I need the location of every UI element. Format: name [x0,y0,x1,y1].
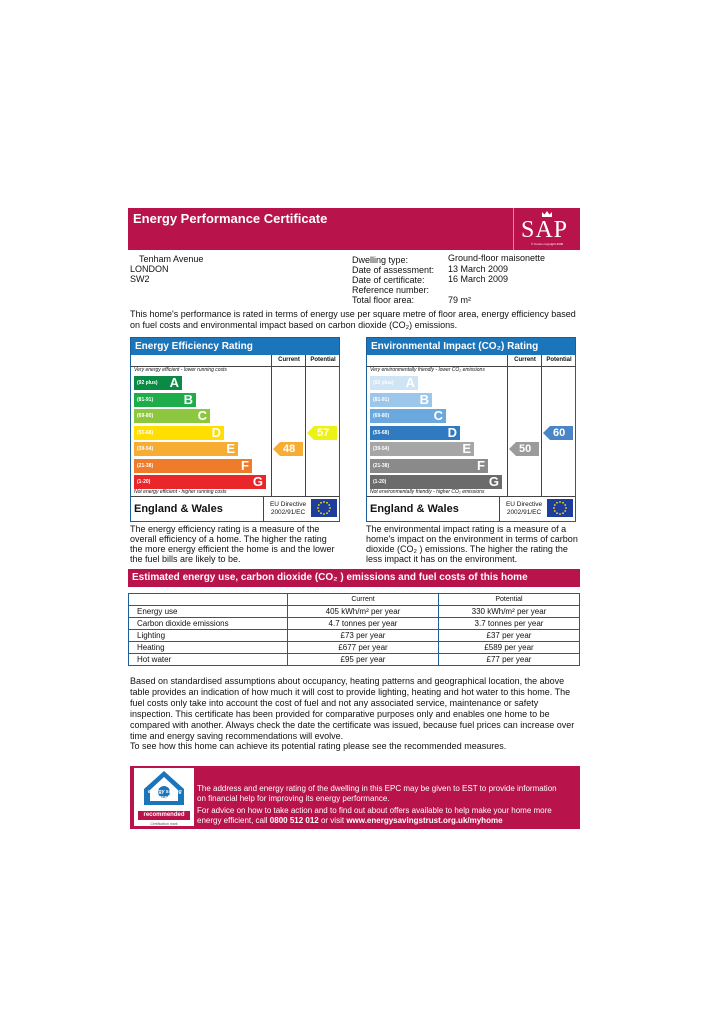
table-header-blank [129,594,288,606]
eu-star [328,504,330,506]
sap-logo-box [513,208,580,250]
rating-band-range: (1-20) [373,479,387,485]
est-footer-advice: For advice on how to take action and to find out about offers available to help make your home more energy efficient, call [197,806,552,825]
floor-area-label: Total floor area: [352,295,415,305]
rating-band-c [370,409,446,423]
environmental-eu-directive [501,501,547,516]
address-line-2: LONDON [130,264,169,274]
environmental-footer-rule [367,496,575,497]
est-footer-or-visit: or visit [320,816,345,825]
assumptions-text: Based on standardised assumptions about occupancy, heating patterns and geographical location, the above table provides an indication of how much it will cost to provide lighting, heating and hot water to this home. The fuel costs only take into account the cost of fuel and not any associated service, maintenance or safety inspection. This certificate has been provided for comparative purposes only and enables one home to be compared with another. Always check the date the certificate was issued, because fuel prices can increase over time and energy saving recommendations will evolve. [130,676,575,741]
rating-band-e [370,442,474,456]
environmental-eu-rule [499,496,500,521]
rating-band-d [370,426,460,440]
eu-star [559,513,561,515]
rating-band-letter: F [241,457,249,473]
efficiency-potential-arrow [307,426,337,440]
rating-band-range: (39-54) [373,446,390,452]
environmental-potential-arrow [543,426,573,440]
rating-band-letter: G [252,474,263,489]
est-footer-text-1: The address and energy rating of the dwelling in this EPC may be given to EST to provide information on financial help for improving its energy performance. [197,784,557,803]
sap-copyright: © Crown copyright 2006 [531,242,564,246]
rating-band-range: (81-91) [373,396,390,403]
efficiency-eu-rule [263,496,264,521]
eu-star [554,510,556,512]
eu-star [317,507,319,509]
eu-star [328,510,330,512]
efficiency-current-rule [271,355,272,496]
efficiency-eu-directive [265,501,311,516]
rating-band-letter: B [419,391,429,407]
rating-band-range: (69-80) [373,413,390,419]
eu-star [318,504,320,506]
table-row [129,606,580,618]
efficiency-current-header: Current [271,355,306,366]
eu-star [559,501,561,503]
eu-star [323,501,325,503]
environmental-current-value: 50 [519,443,532,455]
rating-band-range: (92 plus) [373,380,394,386]
row-potential: 3.7 tonnes per year [439,618,580,630]
intro-text: This home's performance is rated in terms of energy use per square metre of floor area, energy efficiency based on fuel costs and environmental impact based on carbon dioxide (CO₂) emissions. [130,309,576,330]
row-label: Lighting [129,630,288,642]
environmental-potential-value: 60 [553,426,566,439]
efficiency-potential-header: Potential [305,355,340,366]
efficiency-potential-rule [305,355,306,496]
rating-band-f [134,459,252,473]
rating-band-g [134,475,266,489]
est-footer-phone: 0800 512 012 [269,816,319,825]
rating-band-range: (92 plus) [137,380,158,386]
rating-band-letter: C [197,408,207,423]
rating-band-range: (21-38) [137,462,154,469]
rating-band-range: (55-68) [373,429,390,436]
environmental-current-header: Current [507,355,542,366]
rating-band-letter: E [226,441,235,456]
est-footer-text-2 [197,806,572,826]
rating-band-letter: F [477,457,485,473]
table-header-current: Current [288,594,439,606]
efficiency-eu-label: EU Directive [269,501,307,508]
eu-star [320,512,322,514]
rating-band-b [370,393,432,407]
eu-star [318,510,320,512]
environmental-current-rule [507,355,508,496]
row-label: Hot water [129,654,288,666]
environmental-eu-code: 2002/91/EC [506,508,542,516]
rating-band-c [134,409,210,423]
rating-band-letter: E [462,441,471,456]
table-header-potential: Potential [439,594,580,606]
rating-band-range: (1-20) [137,479,151,485]
rating-band-letter: A [405,375,415,390]
rating-band-letter: A [169,375,179,390]
certificate-title: Energy Performance Certificate [133,211,328,226]
efficiency-current-arrow [273,442,303,456]
address-line-1: Tenham Avenue [139,254,204,264]
efficiency-potential-value: 57 [317,426,330,439]
eu-star [554,504,556,506]
row-potential: £77 per year [439,654,580,666]
eu-star [565,507,567,509]
energy-efficiency-panel [130,337,340,522]
environmental-eu-stars [547,499,573,517]
dwelling-type-label: Dwelling type: [352,255,409,265]
efficiency-current-value: 48 [283,443,296,455]
row-label: Heating [129,642,288,654]
row-current: 4.7 tonnes per year [288,618,439,630]
eu-star [564,510,566,512]
assessment-date-label: Date of assessment: [352,265,435,275]
rating-band-range: (81-91) [137,396,154,403]
efficiency-note-bottom: Not energy efficient - higher running costs [134,489,227,495]
table-row [129,618,580,630]
est-logo [134,768,194,826]
environmental-region: England & Wales [370,503,459,515]
eu-flag-icon [547,499,573,517]
rating-band-range: (69-80) [137,413,154,419]
floor-area-value: 79 m² [448,295,472,305]
row-current: £677 per year [288,642,439,654]
rating-band-range: (55-68) [137,429,154,436]
row-potential: 330 kWh/m² per year [439,606,580,618]
rating-band-range: (21-38) [373,462,390,469]
efficiency-footer-rule [131,496,339,497]
dwelling-type-value: Ground-floor maisonette [448,253,546,263]
rating-band-b [134,393,196,407]
environmental-description: The environmental impact rating is a measure of a home's impact on the environment in terms of carbon dioxide (CO₂ ) emissions. The higher the rating the less impact it has on the environment. [366,524,578,564]
row-current: £73 per year [288,630,439,642]
table-row [129,630,580,642]
eu-star [556,512,558,514]
table-row [129,642,580,654]
efficiency-description: The energy efficiency rating is a measure of the overall efficiency of a home. The higher the rating the more energy efficient the home is and the lower the fuel bills are likely to be. [130,524,335,564]
rating-band-f [370,459,488,473]
environmental-impact-panel [366,337,576,522]
eu-star [556,502,558,504]
efficiency-note-top: Very energy efficient - lower running costs [134,367,227,373]
row-current: 405 kWh/m² per year [288,606,439,618]
estimated-costs-table [128,593,580,666]
see-measures-text: To see how this home can achieve its potential rating please see the recommended measures. [130,741,507,751]
rating-band-letter: D [211,424,221,440]
row-potential: £37 per year [439,630,580,642]
row-potential: £589 per year [439,642,580,654]
rating-band-range: (39-54) [137,446,154,452]
eu-star [562,512,564,514]
est-logo-certification-mark: Certification mark [150,822,178,826]
eu-star [562,502,564,504]
environmental-eu-label: EU Directive [505,501,543,508]
environmental-note-bottom: Not environmentally friendly - higher CO₂ emissions [370,489,485,495]
rating-band-letter: G [488,474,499,489]
eu-flag-icon [311,499,337,517]
row-label: Energy use [129,606,288,618]
est-logo-trust: trust [158,795,170,801]
energy-efficiency-title: Energy Efficiency Rating [131,338,339,355]
rating-band-e [134,442,238,456]
table-row [129,654,580,666]
eu-star [320,502,322,504]
assessment-date-value: 13 March 2009 [448,264,509,274]
row-label: Carbon dioxide emissions [129,618,288,630]
est-logo-energy-saving: energy saving [148,789,182,795]
est-logo-recommended: recommended [143,812,185,818]
rating-band-letter: D [447,424,457,440]
certificate-date-value: 16 March 2009 [448,274,509,284]
certificate-date-label: Date of certificate: [352,275,425,285]
efficiency-eu-stars [311,499,337,517]
rating-band-letter: C [433,408,443,423]
environmental-potential-rule [541,355,542,496]
row-current: £95 per year [288,654,439,666]
environmental-impact-title: Environmental Impact (CO₂) Rating [367,338,575,355]
environmental-potential-header: Potential [541,355,576,366]
eu-star [329,507,331,509]
environmental-note-top: Very environmentally friendly - lower CO₂ emissions [370,367,485,373]
sap-logo: SAP [521,217,569,243]
est-footer [130,766,580,829]
eu-star [553,507,555,509]
efficiency-region: England & Wales [134,503,223,515]
efficiency-eu-code: 2002/91/EC [270,508,306,516]
rating-band-a [370,376,418,390]
rating-band-d [134,426,224,440]
reference-number-label: Reference number: [352,285,430,295]
eu-star [323,513,325,515]
certificate-header [128,208,580,250]
rating-band-g [370,475,502,489]
estimated-costs-title: Estimated energy use, carbon dioxide (CO₂ ) emissions and fuel costs of this home [128,569,580,587]
rating-band-letter: B [183,391,193,407]
eu-star [326,512,328,514]
est-footer-url[interactable]: www.energysavingstrust.org.uk/myhome [346,816,503,825]
address-line-3: SW2 [130,274,150,284]
environmental-current-arrow [509,442,539,456]
eu-star [326,502,328,504]
eu-star [564,504,566,506]
table-header-row [129,594,580,606]
rating-band-a [134,376,182,390]
